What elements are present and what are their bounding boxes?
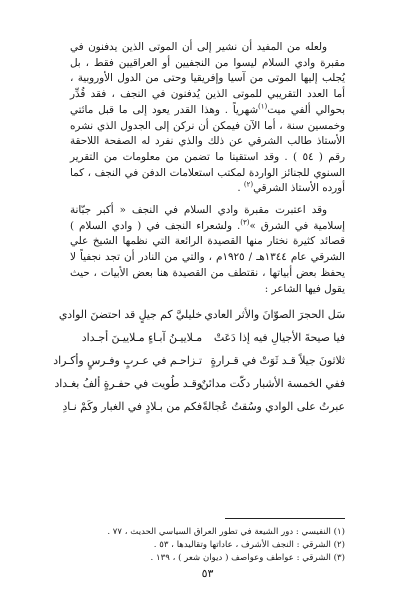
poem bbox=[53, 303, 345, 418]
verse-first-hemistich: ففي الخمسة الأشبار دكّت مدائنٌ bbox=[200, 377, 345, 391]
verse-first-hemistich: سَل الحجرَ الصوّانَ والأثر العادي bbox=[204, 308, 345, 322]
footnotes bbox=[70, 526, 345, 565]
poem-verse bbox=[58, 303, 345, 326]
paragraph-1-end: . bbox=[237, 182, 244, 195]
paragraph-2-text: وقد اعتبرت مقبرة وادي السلام في النجف « أكبر جبّانة إسلامية في الشرق » bbox=[70, 204, 345, 232]
footnote-1: (١) النفيسي : دور الشيعة في تطور العراق السياسي الحديث ، ٧٧ . bbox=[107, 527, 345, 537]
verse-second-hemistich: خليليَّ كم جيلٍ قد احتضنَ الوادي bbox=[58, 308, 202, 322]
verse-second-hemistich: فكم من بـلادٍ في الغبار وكَمْ نـادِ bbox=[62, 400, 202, 414]
footnote-ref-3[interactable]: (٣) bbox=[240, 218, 250, 227]
paragraph-1 bbox=[70, 40, 345, 197]
verse-first-hemistich: عبرتُ على الوادي وسُقتُ عُجالةً bbox=[202, 400, 345, 414]
footnote-3: (٣) الشرقي : عواطف وعواصف ( ديوان شعر ) ، ١٣٩ . bbox=[150, 553, 345, 563]
paragraph-1-tail: شهرياً . وهذا القدر يعود إلى ما قبل مائتي وخمسين سنة ، أما الآن فيمكن أن نركن إلى الجدول الذي نشره الأستاذ طالب الشرقي عن ذلك والذي نفرد له الصفحة اللاحقة رقم ( ٥٤ ) . وقد استقينا ما تضمن من معلومات من التقرير السنوي للجنائز الواردة لمكتب استعلامات الدفن في النجف ، كما أورده الأستاذ الشرقي bbox=[70, 103, 345, 195]
footnote-divider bbox=[225, 518, 345, 519]
paragraph-1-text: ولعله من المفيد أن نشير إلى أن الموتى الذين يدفنون في مقبرة وادي السلام ليسوا من النجفيين أو العراقيين فقط ، بل يُجلب إليها الموتى من آسيا وإفريقيا وحتى من الدول الأوروبية ، أما العدد التقريبي للموتى الذين يُدفنون في النجف ، فقد قُدِّر بحوالي ألفي ميت bbox=[70, 41, 346, 116]
verse-first-hemistich: ثلاثونَ جيلاً قـد ثَوَتْ في قـرارةٍ bbox=[210, 354, 345, 368]
footnote-ref-1[interactable]: (١) bbox=[257, 102, 268, 111]
footnote-ref-2[interactable]: (٢) bbox=[243, 180, 254, 189]
page-number: ٥٣ bbox=[201, 567, 214, 580]
poem-verse bbox=[62, 395, 345, 418]
page-body bbox=[53, 40, 346, 581]
verse-second-hemistich: مـلاييـنُ آبـاءٍ مـلاييـنَ أجـداد bbox=[81, 331, 202, 345]
verse-first-hemistich: فيا صيحةَ الأجيالِ فيه إذا دَعَتْ bbox=[213, 331, 345, 345]
poem-verse bbox=[53, 349, 345, 372]
poem-verse bbox=[70, 326, 345, 349]
paragraph-2-tail: . ولشعراء النجف في ( وادي السلام ) قصائد كثيرة نختار منها القصيدة الرائعة التي نظمها الشيخ علي الشرقي عام ١٣٤٤هـ / ١٩٢٥م ، والتي من النادر أن تجد نجفياً لا يحفظ بعض أبياتها ، نقتطف من القصيدة هنا بعض الأبيات ، حيث يقول فيها الشاعر : bbox=[70, 219, 345, 295]
verse-second-hemistich: وقـد طُويت في حفـرةٍ ألفُ بغـداد bbox=[54, 377, 202, 391]
poem-verse bbox=[54, 372, 345, 395]
paragraph-2 bbox=[70, 203, 345, 297]
footnote-2: (٢) الشرقي : النجف الأشرف ، عاداتها وتقاليدها ، ٥٣ . bbox=[153, 540, 345, 550]
verse-second-hemistich: تـزاحـم في عـربٍ وفـرسٍ وأكـراد bbox=[53, 354, 202, 368]
